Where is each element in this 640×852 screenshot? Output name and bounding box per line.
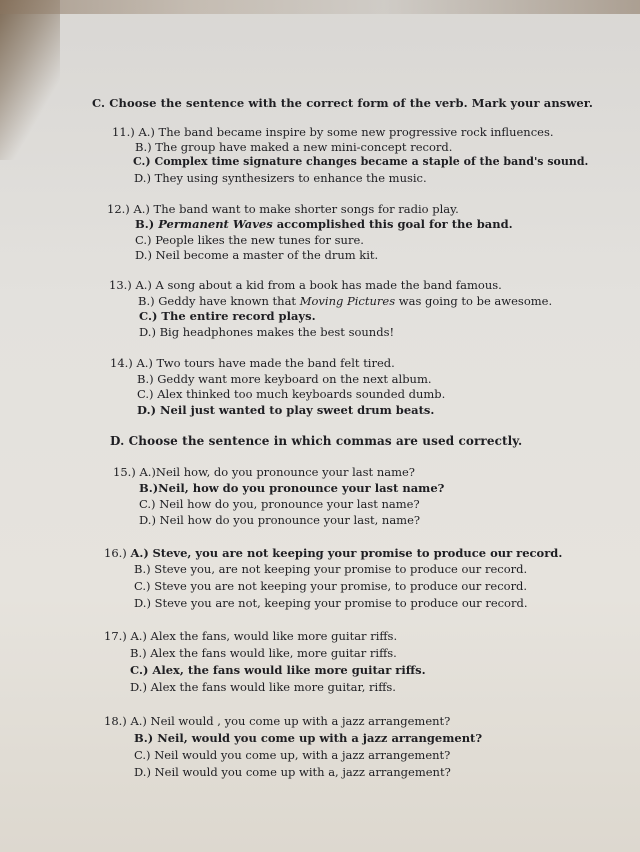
question-18-option-a[interactable]: 18.) A.) Neil would , you come up with a jazz arrangement?	[104, 714, 451, 728]
question-14-option-c[interactable]: C.) Alex thinked too much keyboards sounded dumb.	[137, 387, 446, 401]
question-11-option-d[interactable]: D.) They using synthesizers to enhance the music.	[134, 171, 427, 185]
question-17-option-a[interactable]: 17.) A.) Alex the fans, would like more guitar riffs.	[104, 629, 398, 643]
question-17-option-c[interactable]: C.) Alex, the fans would like more guitar riffs.	[130, 663, 426, 677]
question-16-option-a[interactable]: 16.) A.) Steve, you are not keeping your promise to produce our record.	[104, 546, 563, 560]
question-12-option-d[interactable]: D.) Neil become a master of the drum kit.	[135, 248, 379, 262]
question-16-option-d[interactable]: D.) Steve you are not, keeping your promise to produce our record.	[134, 596, 528, 610]
question-15-option-a[interactable]: 15.) A.)Neil how, do you pronounce your last name?	[113, 465, 415, 479]
question-13-option-a[interactable]: 13.) A.) A song about a kid from a book has made the band famous.	[109, 278, 502, 292]
question-12-option-b[interactable]: B.) Permanent Waves accomplished this goal for the band.	[135, 217, 513, 231]
question-14-option-b[interactable]: B.) Geddy want more keyboard on the next album.	[137, 372, 432, 386]
question-14-option-a[interactable]: 14.) A.) Two tours have made the band felt tired.	[110, 356, 395, 370]
question-16-option-b[interactable]: B.) Steve you, are not keeping your promise to produce our record.	[134, 562, 528, 576]
question-15-option-b[interactable]: B.)Neil, how do you pronounce your last name?	[139, 481, 445, 495]
question-16-option-c[interactable]: C.) Steve you are not keeping your promise, to produce our record.	[134, 579, 528, 593]
question-12-option-a[interactable]: 12.) A.) The band want to make shorter songs for radio play.	[107, 202, 459, 216]
question-17-option-d[interactable]: D.) Alex the fans would like more guitar, riffs.	[130, 680, 396, 694]
question-13-option-b[interactable]: B.) Geddy have known that Moving Pictures was going to be awesome.	[138, 294, 553, 308]
question-11-option-b[interactable]: B.) The group have maked a new mini-concept record.	[135, 140, 453, 154]
section-c-title: C. Choose the sentence with the correct form of the verb. Mark your answer.	[92, 96, 593, 110]
question-18-option-d[interactable]: D.) Neil would you come up with a, jazz arrangement?	[134, 765, 451, 779]
section-d-title: D. Choose the sentence in which commas are used correctly.	[110, 434, 523, 448]
question-11-option-a[interactable]: 11.) A.) The band became inspire by some new progressive rock influences.	[112, 125, 554, 139]
question-13-option-c[interactable]: C.) The entire record plays.	[139, 309, 316, 323]
question-17-option-b[interactable]: B.) Alex the fans would like, more guitar riffs.	[130, 646, 397, 660]
question-18-option-c[interactable]: C.) Neil would you come up, with a jazz arrangement?	[134, 748, 451, 762]
question-15-option-c[interactable]: C.) Neil how do you, pronounce your last name?	[139, 497, 420, 511]
question-15-option-d[interactable]: D.) Neil how do you pronounce your last, name?	[139, 513, 421, 527]
question-13-option-d[interactable]: D.) Big headphones makes the best sounds!	[139, 325, 395, 339]
question-12-option-c[interactable]: C.) People likes the new tunes for sure.	[135, 233, 364, 247]
question-14-option-d[interactable]: D.) Neil just wanted to play sweet drum beats.	[137, 403, 435, 417]
question-11-option-c[interactable]: C.) Complex time signature changes became a staple of the band's sound.	[133, 155, 589, 168]
question-18-option-b[interactable]: B.) Neil, would you come up with a jazz arrangement?	[134, 731, 483, 745]
